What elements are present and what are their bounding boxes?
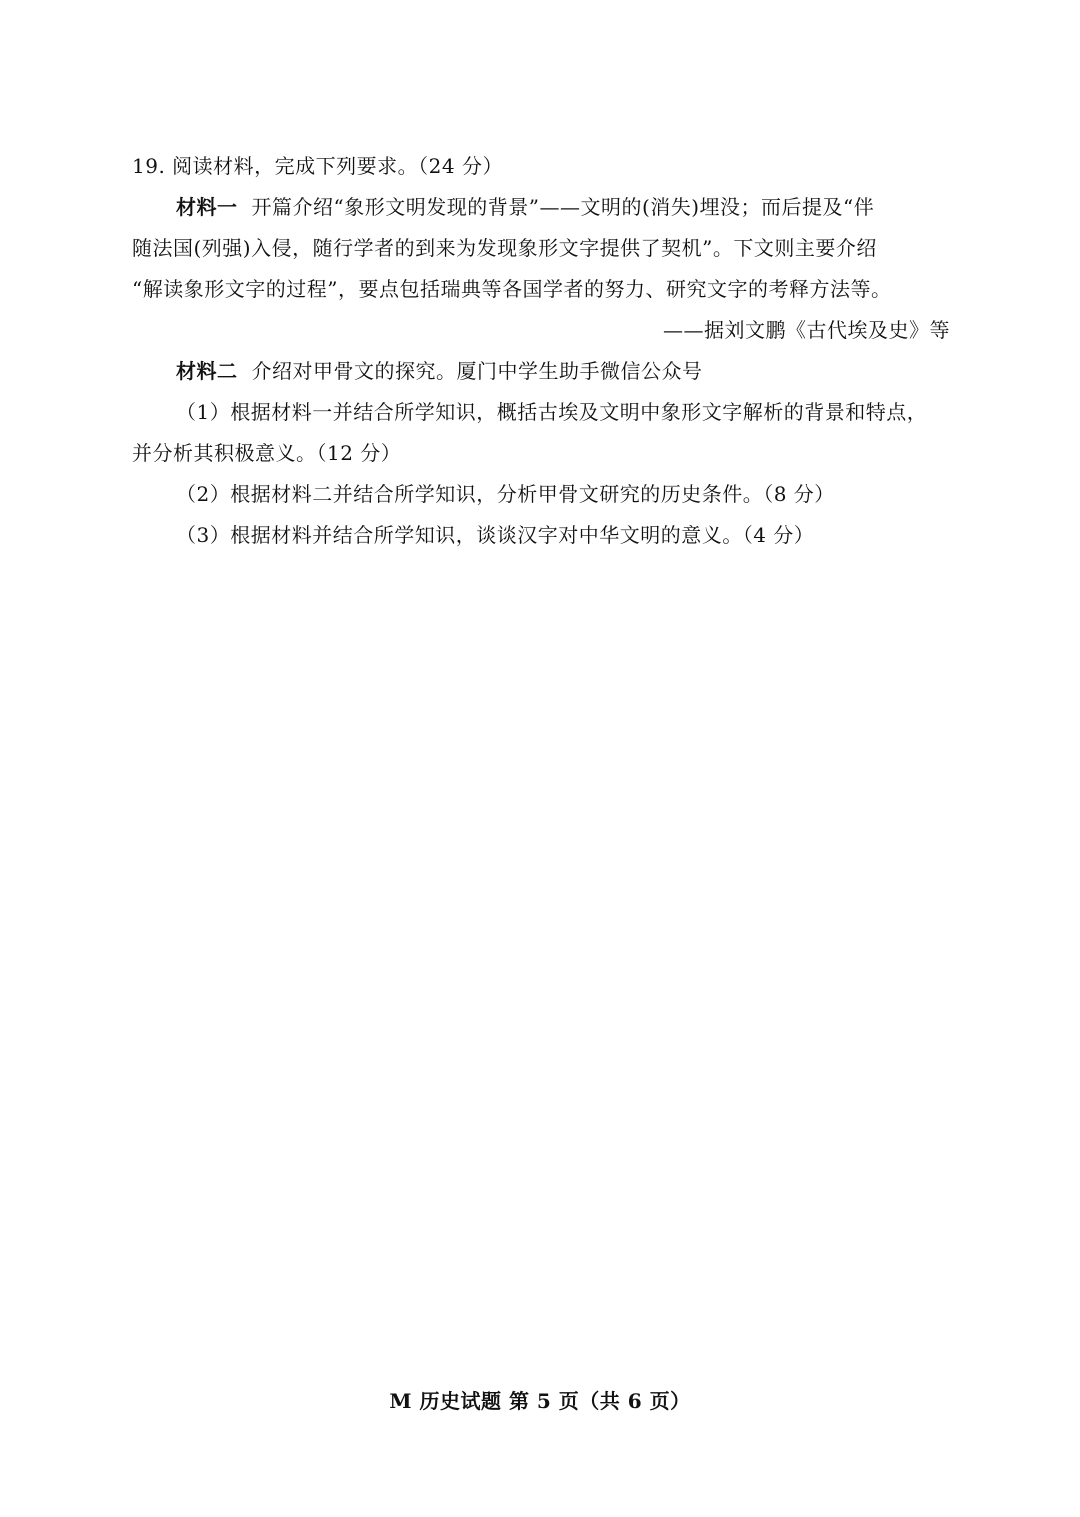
sub-question-3: （3）根据材料并结合所学知识，谈谈汉字对中华文明的意义。（4 分） [176,523,815,547]
sub-question-1-line-1: （1）根据材料一并结合所学知识，概括古埃及文明中象形文字解析的背景和特点， [176,400,928,424]
material-1-label: 材料一 [176,195,238,219]
sub-question-1-line-2: 并分析其积极意义。（12 分） [132,441,402,465]
material-1-line-2: 随法国(列强)入侵，随行学者的到来为发现象形文字提供了契机”。下文则主要介绍 [132,236,877,260]
sub-question-2: （2）根据材料二并结合所学知识，分析甲骨文研究的历史条件。（8 分） [176,482,835,506]
material-1-source: ——据刘文鹏《古代埃及史》等 [663,318,950,342]
material-1-line-3: “解读象形文字的过程”，要点包括瑞典等各国学者的努力、研究文字的考释方法等。 [132,277,892,301]
question-19 [132,146,950,556]
material-1-line-1 [132,187,950,228]
material-2-label: 材料二 [176,359,238,383]
question-title: 19. 阅读材料，完成下列要求。（24 分） [132,154,503,178]
page-footer: M 历史试题 第 5 页（共 6 页） [389,1389,691,1413]
material-2-text: 介绍对甲骨文的探究。厦门中学生助手微信公众号 [251,359,703,383]
material-1-text-1: 开篇介绍“象形文明发现的背景”——文明的(消失)埋没；而后提及“伴 [251,195,875,219]
material-2-line [132,351,950,392]
